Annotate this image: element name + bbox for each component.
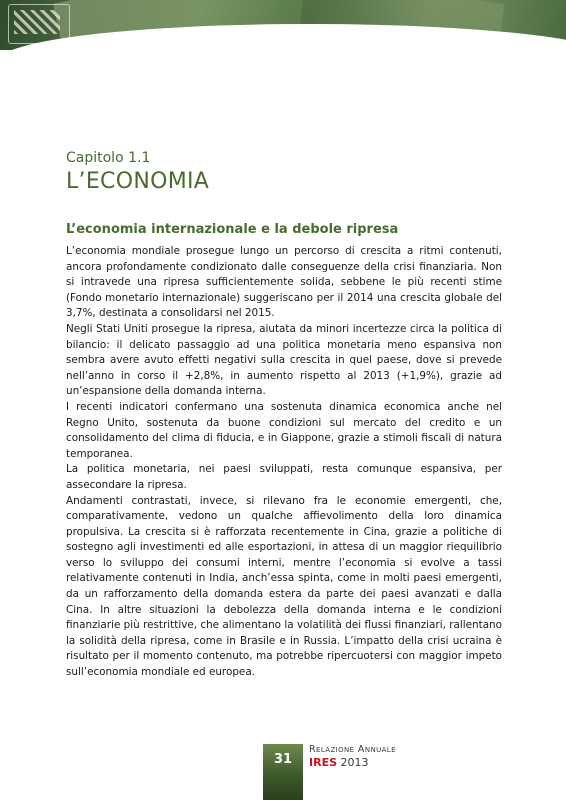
paragraph: Negli Stati Uniti prosegue la ripresa, aiutata da minori incertezze circa la politica di bilancio: il delicato passaggio ad una politica monetaria meno espansiva non sembra avere avuto effetti negativi sulla crescita in quel paese, dove si prevede nell’anno in corso il +2,8%, in aumento rispetto al 2013 (+1,9%), grazie ad un’espansione della domanda interna. xyxy=(66,322,502,398)
report-title: Relazione Annuale xyxy=(309,744,396,755)
chapter-label: Capitolo 1.1 xyxy=(66,150,151,166)
paragraph: I recenti indicatori confermano una sostenuta dinamica economica anche nel Regno Unito, sostenuta da buone condizioni sul mercato del credito e un consolidamento del clima di fiducia, e in Giappone, grazie a stimoli fiscali di natura temporanea. xyxy=(66,400,502,460)
brand-name: IRES xyxy=(309,756,337,769)
report-brand-year xyxy=(309,756,369,769)
chapter-title: L’ECONOMIA xyxy=(66,169,210,194)
header-banner-photo xyxy=(0,0,566,50)
logo-pattern-icon xyxy=(14,10,60,34)
section-heading: L’economia internazionale e la debole ripresa xyxy=(66,222,399,237)
paragraph: Andamenti contrastati, invece, si rilevano fra le economie emergenti, che, comparativamente, vedono un qualche affievolimento della loro dinamica propulsiva. La crescita si è rafforzata recentemente in Cina, grazie a politiche di sostegno agli investimenti ed alle esportazioni, in attesa di un maggior riequilibrio verso lo sviluppo dei consumi interni, mentre l’economia si evolve a tassi relativamente contenuti in India, anch’essa spinta, come in molti paesi emergenti, da un rafforzamento della domanda estera da parte dei paesi avanzati e dalla Cina. In altre situazioni la debolezza della domanda interna e le condizioni finanziarie più restrittive, che alimentano la volatilità dei flussi finanziari, rallentano la solidità della ripresa, come in Brasile e in Russia. L’impatto della crisi ucraina è risultato per il momento contenuto, ma potrebbe ripercuotersi con maggior impeto sull’economia mondiale ed europea. xyxy=(66,494,502,679)
page-number: 31 xyxy=(273,752,293,767)
paragraph: La politica monetaria, nei paesi sviluppati, resta comunque espansiva, per assecondare la ripresa. xyxy=(66,463,502,491)
report-year: 2013 xyxy=(340,756,369,769)
body-text xyxy=(66,244,502,681)
paragraph: L’economia mondiale prosegue lungo un percorso di crescita a ritmi contenuti, ancora profondamente condizionato dalle conseguenze della crisi finanziaria. Non si intravede una ripresa sufficientemente solida, sebbene le più recenti stime (Fondo monetario internazionale) suggeriscano per il 2014 una crescita globale del 3,7%, destinata a consolidarsi nel 2015. xyxy=(66,245,502,320)
